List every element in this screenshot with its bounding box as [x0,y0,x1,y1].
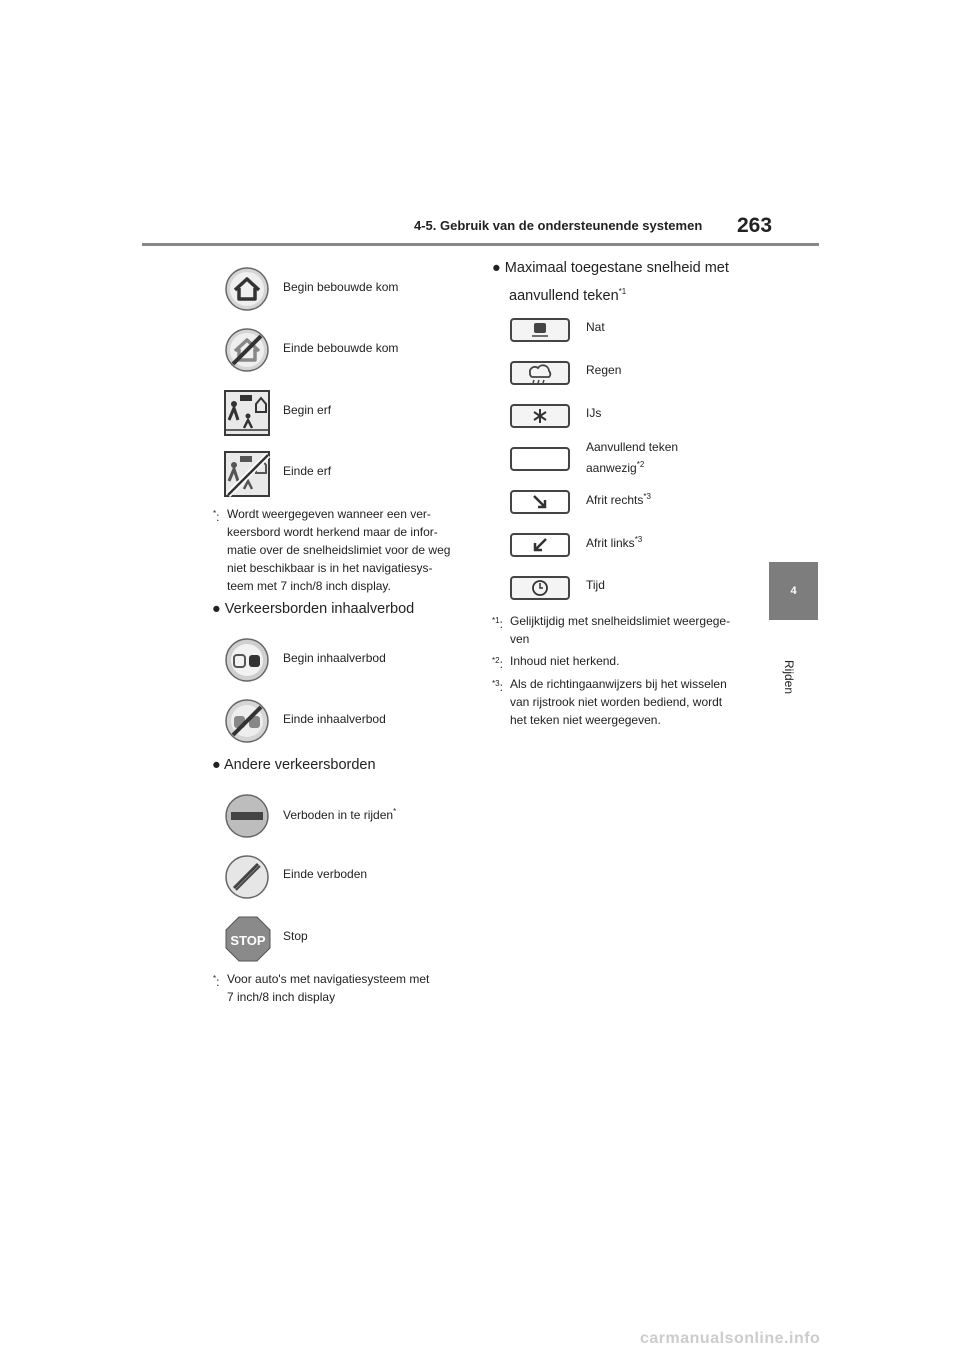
section-heading: ● Andere verkeersborden [212,757,376,773]
blank-plate-icon [510,444,570,474]
footnote-marker: * [213,509,217,518]
footnote: $^{*3}$: Als de richtingaanwijzers bij het wisselen van rijstrook niet worden bediend, wordt het teken niet weergegeven. [492,677,727,727]
page-number: 263 [737,214,773,237]
wet-road-plate-icon [510,315,570,345]
rain-plate-icon [510,358,570,388]
footnote: $^{*2}$: Inhoud niet herkend. [492,654,620,671]
footnote-text: Voor auto's met navigatiesysteem met 7 inch/8 inch display [227,972,430,1004]
footnote-marker: * [213,974,217,983]
sign-label: Begin bebouwde kom [283,280,399,294]
header-divider [142,243,819,246]
sign-label: Begin inhaalverbod [283,651,386,665]
clock-plate-icon [510,573,570,603]
sign-label: Einde bebouwde kom [283,341,399,355]
footer-watermark: carmanualsonline.info [640,1330,821,1347]
footnote: $^{*1}$: Gelijktijdig met snelheidslimiet weergege- ven [492,614,731,646]
footnote: *: Voor auto's met navigatiesysteem met 7 inch/8 inch display [213,970,473,1006]
footnote-text: Wordt weergegeven wanneer een ver- keersbord wordt herkend maar de infor- matie over de snelheidslimiet voor de weg niet beschikbaar is in het navigatiesys- teem met 7 inch/8 inch display. [227,507,451,593]
sign-label: IJs [586,406,602,420]
sign-label: Begin erf [283,403,332,417]
footnote: *: Wordt weergegeven wanneer een ver- keersbord wordt herkend maar de infor- matie over de snelheidslimiet voor de weg niet beschikbaar is in het navigatiesys- teem met 7 inch/8 inch display. [213,505,473,595]
section-heading: ● Maximaal toegestane snelheid met aanvullend teken$^{*1}$ [492,260,729,304]
exit-right-plate-icon [510,487,570,517]
sign-label: Aanvullend teken aanwezig$^{*2}$ [586,440,679,475]
home-sign-icon [225,267,269,311]
residential-zone-sign-icon [224,390,270,436]
residential-zone-end-sign-icon [224,451,270,497]
sign-label: Stop [283,929,308,943]
sign-label: Einde erf [283,464,332,478]
home-end-sign-icon [225,328,269,372]
sign-label: Regen [586,363,622,377]
stop-sign-text: STOP [230,933,266,948]
sign-label: Tijd [586,578,605,592]
no-entry-sign-icon [225,794,269,838]
chapter-label: Rijden [782,660,796,695]
ice-plate-icon [510,401,570,431]
no-overtaking-sign-icon [225,638,269,682]
section-title: 4-5. Gebruik van de ondersteunende systemen [414,218,703,233]
sign-label: Nat [586,320,605,334]
chapter-number: 4 [790,585,797,597]
no-overtaking-end-sign-icon [225,699,269,743]
sign-label: Einde inhaalverbod [283,712,386,726]
section-heading: ● Verkeersborden inhaalverbod [212,601,415,617]
sign-label: Afrit links$^{*3}$ [586,535,643,550]
sign-label: Verboden in te rijden* [283,807,397,822]
sign-label: Afrit rechts$^{*3}$ [586,492,651,507]
sign-label: Einde verboden [283,867,368,881]
stop-sign-icon [225,916,271,962]
end-restriction-sign-icon [225,855,269,899]
chapter-tab [769,562,818,620]
exit-left-plate-icon [510,530,570,560]
